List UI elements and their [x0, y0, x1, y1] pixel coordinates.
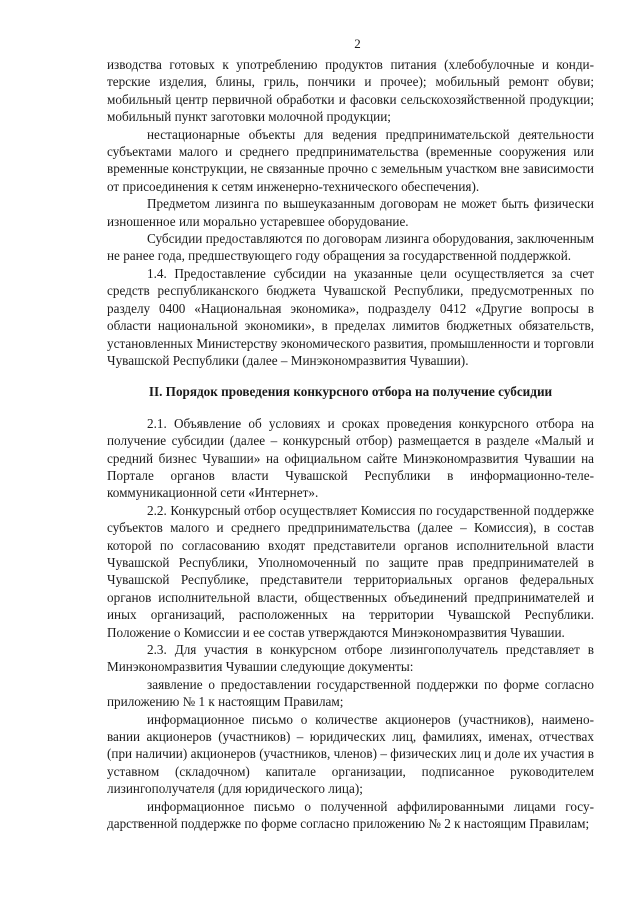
paragraph: 1.4. Предоставление субсидии на указанные цели осуществляется за счет средств республиканского бюджета Чувашской Республики, предусмотренных по разделу 0400 «Национальная экономика», подразделу 0412 «Другие вопросы в области национальной экономики», в пределах лимитов бюджетных обязательств, установленных Министерству экономического развития, промышленности и торговли Чувашской Республики (далее – Минэкономразвития Чувашии).	[107, 265, 594, 368]
paragraph: Предметом лизинга по вышеуказанным договорам не может быть физически изношенное или морально устаревшее оборудование.	[107, 196, 594, 229]
paragraph: информационное письмо о полученной аффилированными лицами государственной поддержке по форме согласно приложению № 2 к настоящим Правилам;	[107, 798, 594, 832]
paragraph: нестационарные объекты для ведения предпринимательской деятельности субъектами малого и среднего предпринимательства (временные сооружения или временные конструкции, не связанные прочно с земельным участком вне зависимости от присоединения к сетям инженерно-технического обеспечения).	[107, 126, 594, 194]
paragraph: 2.2. Конкурсный отбор осуществляет Комиссия по государственной поддержке субъектов малого и среднего предпринимательства (далее – Комиссия), в состав которой по согласованию входят представители органов исполнительной власти Чувашской Республики, Уполномоченный по защите прав предпринимателей в Чувашской Республике, представители территориальных органов федеральных органов исполнительной власти, общественных объединений предпринимателей и иных организаций, расположенных на территории Чувашской Республики. Положение о Комиссии и ее состав утверждаются Минэкономразвития Чувашии.	[107, 502, 594, 640]
paragraph: изводства готовых к употреблению продуктов питания (хлебобулочные и кондитерские изделия, блины, гриль, пончики и прочее); мобильный ремонт обуви; мобильный центр первичной обработки и фасовки сельскохозяйственной продукции; мобильный пункт заготовки молочной продукции;	[107, 57, 594, 125]
paragraph: заявление о предоставлении государственной поддержки по форме согласно приложению № 1 к настоящим Правилам;	[107, 676, 594, 710]
paragraph: информационное письмо о количестве акционеров (участников), наименовании акционеров (участников) – юридических лиц, фамилиях, именах, отчествах (при наличии) акционеров (участников, членов) – физических лиц и доле их участия в уставном (складочном) капитале организации, подписанное руководителем лизингополучателя (для юридического лица);	[107, 711, 594, 797]
text-block-before	[107, 56, 594, 369]
paragraph: 2.3. Для участия в конкурсном отборе лизингополучатель представляет в Минэкономразвития Чувашии следующие документы:	[107, 642, 594, 675]
text-block-after	[107, 415, 594, 833]
page-number: 2	[354, 36, 361, 51]
paragraph: 2.1. Объявление об условиях и сроках проведения конкурсного отбора на получение субсидии (далее – конкурсный отбор) размещается в разделе «Малый и средний бизнес Чувашии» на официальном сайте Минэкономразвития Чувашии на Портале органов власти Чувашской Республики в информационно-телекоммуникационной сети «Интернет».	[107, 415, 594, 501]
paragraph: Субсидии предоставляются по договорам лизинга оборудования, заключенным не ранее года, предшествующего году обращения за государственной поддержкой.	[107, 231, 594, 264]
section-heading: II. Порядок проведения конкурсного отбора на получение субсидии	[148, 384, 553, 400]
